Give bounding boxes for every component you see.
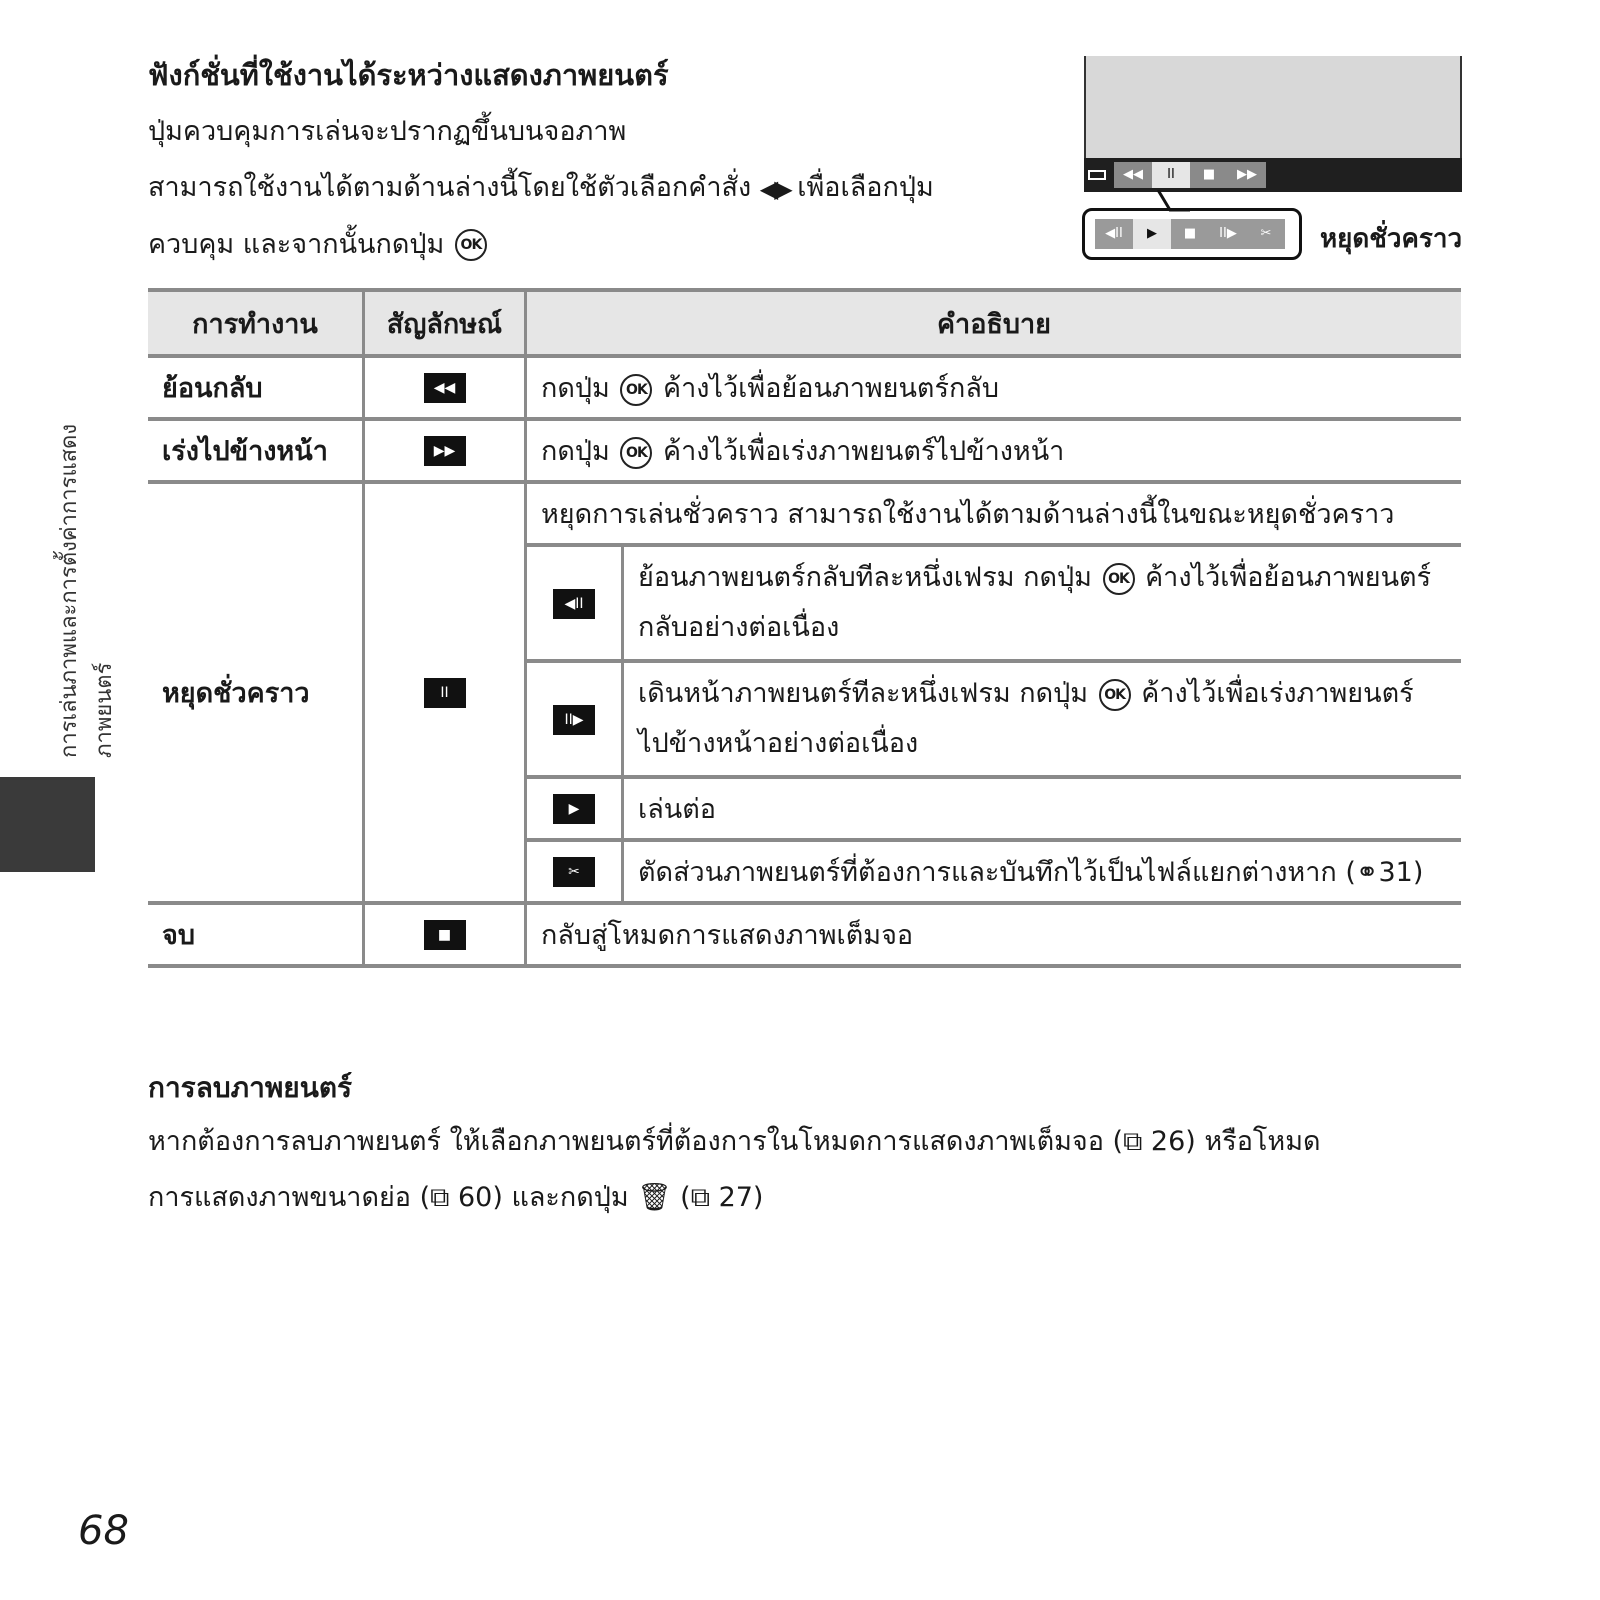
battery-icon bbox=[1088, 170, 1106, 180]
desc-frame-forward bbox=[623, 661, 1462, 777]
table-row bbox=[148, 482, 1461, 545]
operations-table bbox=[148, 288, 1461, 968]
section-title: ฟังก์ชั่นที่ใช้งานได้ระหว่างแสดงภาพยนตร์ bbox=[148, 58, 669, 92]
pause-controls-callout bbox=[1082, 208, 1302, 260]
intro-line-1: ปุ่มควบคุมการเล่นจะปรากฏขึ้นบนจอภาพ bbox=[148, 116, 627, 147]
op-end: จบ bbox=[148, 903, 364, 966]
rewind-icon: ◀◀ bbox=[424, 373, 466, 403]
side-tab-block bbox=[0, 777, 95, 872]
play-icon: ▶ bbox=[553, 794, 595, 824]
intro-line-3-text: ควบคุม และจากนั้นกดปุ่ม bbox=[148, 228, 445, 260]
table-row bbox=[148, 903, 1461, 966]
op-forward: เร่งไปข้างหน้า bbox=[148, 419, 364, 482]
stop-icon: ■ bbox=[1202, 167, 1216, 182]
desc-text: กดปุ่ม bbox=[541, 436, 610, 467]
sub-sym-cell bbox=[526, 777, 623, 840]
fast-forward-icon: ▶▶ bbox=[1237, 167, 1257, 182]
frame-back-icon: ◀II bbox=[1105, 226, 1123, 241]
pause-icon: II bbox=[424, 678, 466, 708]
desc-text: เดินหน้าภาพยนตร์ทีละหนึ่งเฟรม กดปุ่ม bbox=[638, 678, 1089, 709]
desc-text: ค้างไว้เพื่อเร่งภาพยนตร์ไปข้างหน้า bbox=[663, 436, 1065, 467]
ok-button-icon: OK bbox=[455, 229, 487, 261]
stop-icon: ■ bbox=[424, 920, 466, 950]
intro-line-2a: สามารถใช้งานได้ตามด้านล่างนี้โดยใช้ตัวเลือกคำสั่ง bbox=[148, 172, 752, 203]
intro-line-2b: เพื่อเลือกปุ่ม bbox=[797, 172, 934, 203]
sub-sym-cell bbox=[526, 545, 623, 661]
sub-sym-cell bbox=[526, 661, 623, 777]
header-operation: การทำงาน bbox=[148, 290, 364, 356]
desc-text: กดปุ่ม bbox=[541, 373, 610, 404]
header-symbol: สัญลักษณ์ bbox=[364, 290, 526, 356]
fast-forward-icon: ▶▶ bbox=[424, 436, 466, 466]
table-row bbox=[148, 356, 1461, 419]
desc-text: ค้างไว้เพื่อย้อนภาพยนตร์ bbox=[1145, 562, 1432, 593]
frame-forward-icon: II▶ bbox=[1219, 226, 1237, 241]
desc-rewind bbox=[526, 356, 1462, 419]
desc-text: ย้อนภาพยนตร์กลับทีละหนึ่งเฟรม กดปุ่ม bbox=[638, 562, 1092, 593]
playback-controls bbox=[1114, 162, 1266, 188]
scissors-icon: ✂ bbox=[1260, 226, 1272, 241]
pause-controls bbox=[1095, 219, 1285, 249]
page-number: 68 bbox=[78, 1508, 129, 1554]
desc-text: ค้างไว้เพื่อเร่งภาพยนตร์ bbox=[1141, 678, 1414, 709]
scissors-icon: ✂ bbox=[553, 857, 595, 887]
delete-line-1: หากต้องการลบภาพยนตร์ ให้เลือกภาพยนตร์ที่ต้องการในโหมดการแสดงภาพเต็มจอ (⧉ 26) หรือโหมด bbox=[148, 1126, 1321, 1157]
op-pause: หยุดชั่วคราว bbox=[148, 482, 364, 903]
op-rewind: ย้อนกลับ bbox=[148, 356, 364, 419]
delete-text bbox=[148, 1114, 1321, 1226]
table-header-row bbox=[148, 290, 1461, 356]
frame-forward-icon: II▶ bbox=[553, 705, 595, 735]
header-description: คำอธิบาย bbox=[526, 290, 1462, 356]
sub-sym-cell bbox=[526, 840, 623, 903]
desc-forward bbox=[526, 419, 1462, 482]
intro-line-2 bbox=[148, 160, 1048, 217]
intro-text bbox=[148, 104, 1048, 273]
ok-button-icon: OK bbox=[1103, 563, 1135, 595]
desc-end: กลับสู่โหมดการแสดงภาพเต็มจอ bbox=[526, 903, 1462, 966]
stop-icon: ■ bbox=[1183, 226, 1197, 241]
desc-text: กลับอย่างต่อเนื่อง bbox=[638, 612, 840, 643]
sym-cell bbox=[364, 419, 526, 482]
rewind-icon: ◀◀ bbox=[1123, 167, 1143, 182]
desc-resume: เล่นต่อ bbox=[623, 777, 1462, 840]
sym-cell bbox=[364, 356, 526, 419]
playback-bar bbox=[1084, 158, 1462, 192]
callout-label: หยุดชั่วคราว bbox=[1320, 224, 1463, 254]
desc-pause: หยุดการเล่นชั่วคราว สามารถใช้งานได้ตามด้านล่างนี้ในขณะหยุดชั่วคราว bbox=[526, 482, 1462, 545]
frame-back-icon: ◀II bbox=[553, 589, 595, 619]
pause-icon: II bbox=[1152, 162, 1190, 188]
delete-title: การลบภาพยนตร์ bbox=[148, 1071, 353, 1104]
desc-edit: ตัดส่วนภาพยนตร์ที่ต้องการและบันทึกไว้เป็นไฟล์แยกต่างหาก (⚭31) bbox=[623, 840, 1462, 903]
ok-button-icon: OK bbox=[620, 437, 652, 469]
intro-line-3 bbox=[148, 217, 1048, 273]
delete-line-2: การแสดงภาพขนาดย่อ (⧉ 60) และกดปุ่ม 🗑 (⧉ 27) bbox=[148, 1182, 764, 1213]
sym-cell bbox=[364, 482, 526, 903]
play-icon: ▶ bbox=[1133, 219, 1171, 249]
desc-frame-back bbox=[623, 545, 1462, 661]
desc-text: ค้างไว้เพื่อย้อนภาพยนตร์กลับ bbox=[663, 373, 999, 404]
ok-button-icon: OK bbox=[1099, 679, 1131, 711]
multi-selector-arrows-icon: ◀▶ bbox=[759, 174, 789, 203]
side-tab-text: การเล่นภาพและการตั้งค่าการแสดงภาพยนตร์ bbox=[57, 423, 117, 758]
sym-cell bbox=[364, 903, 526, 966]
table-row bbox=[148, 419, 1461, 482]
ok-button-icon: OK bbox=[620, 374, 652, 406]
desc-text: ไปข้างหน้าอย่างต่อเนื่อง bbox=[638, 728, 919, 759]
